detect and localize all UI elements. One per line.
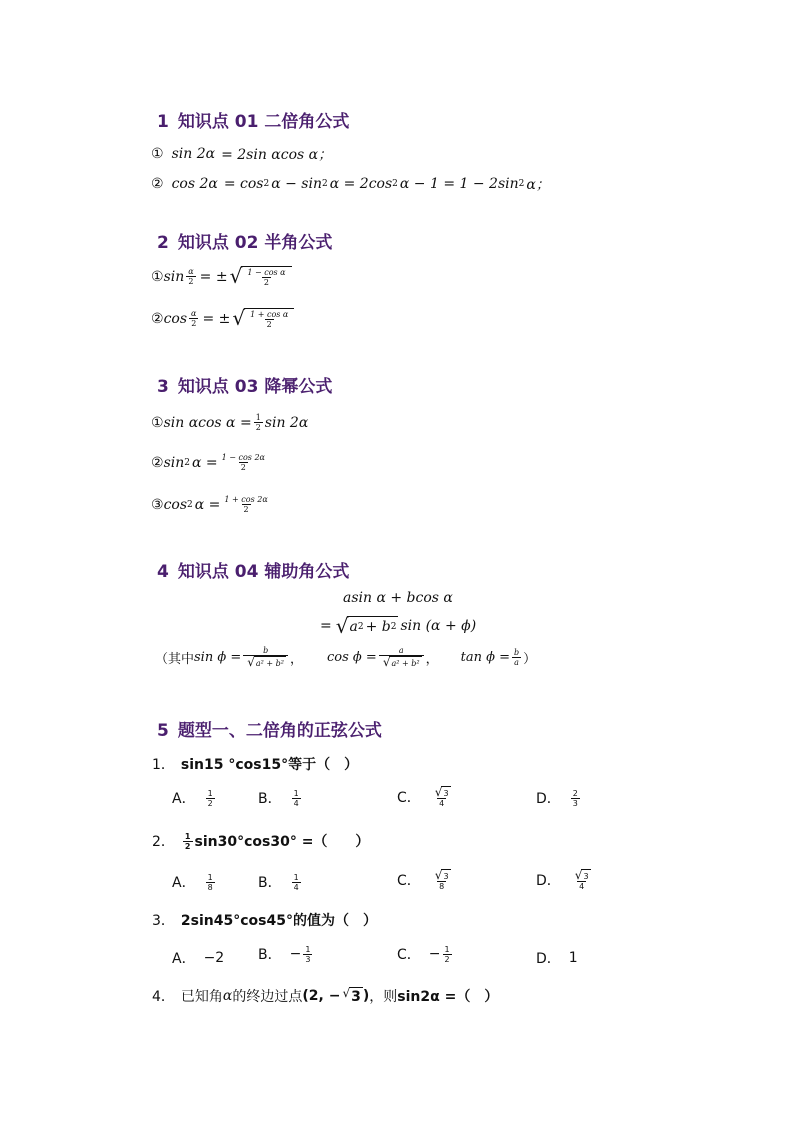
question-3: 3． 2sin45°cos45°的值为（ ） <box>152 913 377 929</box>
q3-option-a[interactable]: A． −2 <box>172 950 225 967</box>
formula-aux-line1: asin α + bcos α <box>343 590 453 606</box>
section-heading-5: 5 题型一、二倍角的正弦公式 <box>157 721 382 741</box>
formula-reduce-1: ① sin αcos α = $\frac{1}{2}$ sin 2α <box>151 413 309 432</box>
fraction: a √ a² + b² <box>379 646 424 668</box>
question-2: 2． $\frac{1}{2}$ sin30°cos30° =（ ） <box>152 831 370 851</box>
q3-option-d[interactable]: D． 1 <box>536 950 578 967</box>
section-heading-2: 2 知识点 02 半角公式 <box>157 233 333 253</box>
section-heading-3: 3 知识点 03 降幂公式 <box>157 377 333 397</box>
formula-half-cos: ② cos $\frac{\alpha}{2}$ = ± √ $\frac{\text{1 + cos α}}{2}$ <box>151 308 294 329</box>
q3-option-b[interactable]: B． − $\frac{1}{3}$ <box>258 944 311 964</box>
formula-aux-note: （其中 sin ϕ = b √ a² + b² ， cos ϕ = a √ a² + b² ， tan ϕ = $\frac{b}{a}$ ） <box>155 646 537 669</box>
q2-option-c[interactable]: C． √ 3 8 <box>397 868 449 891</box>
question-4: 4． 已知角 α 的终边过点 (2, − √ 3 ) ，则 sin2α =（ ） <box>152 986 499 1005</box>
q3-option-c[interactable]: C． − $\frac{1}{2}$ <box>397 944 450 964</box>
formula-reduce-2: ② sin 2 α = $\frac{1 - \cos 2\alpha}{2}$ <box>151 453 265 472</box>
sqrt: √ $\frac{\text{1 + cos α}}{2}$ <box>232 308 294 329</box>
formula-aux-line2: = √ a 2 + b 2 sin (α + ϕ) <box>320 614 477 638</box>
section-heading-4: 4 知识点 04 辅助角公式 <box>157 562 350 582</box>
q1-option-d[interactable]: D． $\frac{2}{3}$ <box>536 788 578 808</box>
formula-half-sin: ① sin $\frac{\alpha}{2}$ = ± √ $\frac{\text{1 − cos α}}{2}$ <box>151 266 292 287</box>
section-heading-1: 1 知识点 01 二倍角公式 <box>157 112 350 132</box>
formula-double-cos: ② cos 2α = cos 2 α − sin 2 α = 2cos 2 α − 1 = 1 − 2sin 2 α； <box>151 176 550 193</box>
q2-option-a[interactable]: A． $\frac{1}{8}$ <box>172 872 213 892</box>
fraction: $\frac{b}{a}$ <box>513 647 520 667</box>
q2-option-d[interactable]: D． √ 3 4 <box>536 868 589 891</box>
q1-option-c[interactable]: C． √ 3 4 <box>397 785 449 808</box>
fraction: $\frac{1 - \cos 2\alpha}{2}$ <box>221 453 265 472</box>
fraction: $\frac{\alpha}{2}$ <box>188 267 194 286</box>
q2-option-b[interactable]: B． $\frac{1}{4}$ <box>258 872 299 892</box>
fraction: $\frac{1}{2}$ <box>255 413 261 432</box>
fraction: b √ a² + b² <box>243 646 288 668</box>
fraction: $\frac{1 + \cos 2\alpha}{2}$ <box>224 495 268 514</box>
sqrt: √ a 2 + b 2 <box>335 614 397 638</box>
q1-option-a[interactable]: A． $\frac{1}{2}$ <box>172 788 213 808</box>
question-1: 1． sin15 °cos15°等于（ ） <box>152 757 359 773</box>
formula-double-sin: ① sin 2α = 2sin αcos α； <box>151 146 333 163</box>
q1-option-b[interactable]: B． $\frac{1}{4}$ <box>258 788 299 808</box>
sqrt: √ $\frac{\text{1 − cos α}}{2}$ <box>230 266 292 287</box>
sqrt: √ 3 <box>342 986 361 1005</box>
formula-reduce-3: ③ cos 2 α = $\frac{1 + \cos 2\alpha}{2}$ <box>151 495 268 514</box>
fraction: $\frac{\alpha}{2}$ <box>191 309 197 328</box>
